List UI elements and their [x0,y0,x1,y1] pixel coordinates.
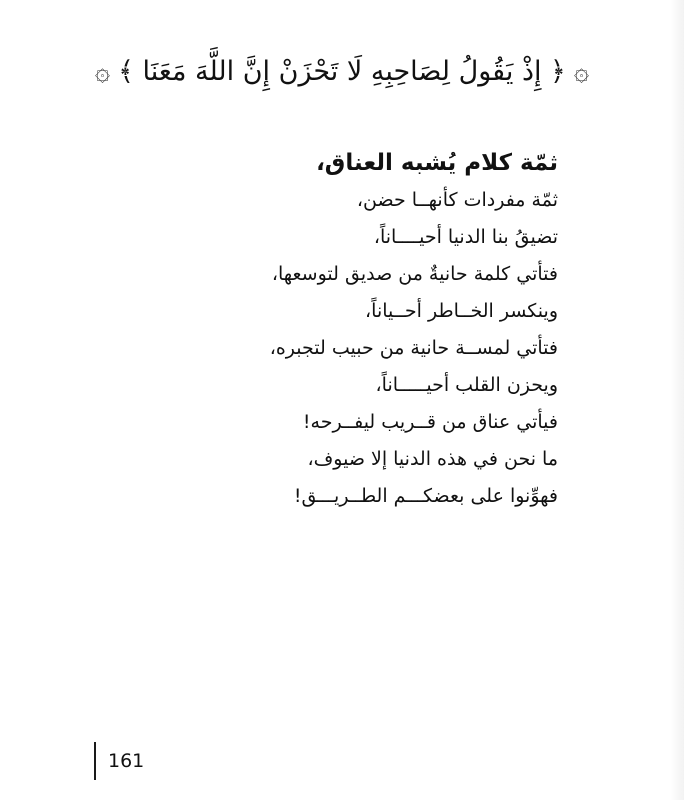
poem-title: ثمّة كلام يُشبه العناق، [316,150,558,176]
poem-line: فيأتي عناق من قــريب ليفــرحه! [302,411,558,433]
poem-line: فتأتي كلمة حانيةٌ من صديق لتوسعها، [271,263,558,285]
poem-line: ما نحن في هذه الدنيا إلا ضيوف، [307,448,558,470]
poem-line: فتأتي لمســة حانية من حبيب لتجبره، [269,337,558,359]
poem-line: تضيقُ بنا الدنيا أحيــــاناً، [373,226,558,248]
page-number: 161 [108,750,145,772]
poem-line: ثمّة مفردات كأنهــا حضن، [356,189,558,211]
page-edge-shadow [670,0,684,800]
page-footer [94,742,144,780]
verse-ornament-left: ۞ [94,57,111,88]
verse-ornament-right: ۞ [573,57,590,88]
footer-divider [94,742,96,780]
poem-line: ويحزن القلب أحيـــــاناً، [375,374,558,396]
poem-line: وينكسر الخــاطر أحــياناً، [365,300,558,322]
poem-line: فهوِّنوا على بعضكـــم الطــريـــق! [293,485,558,507]
poem-block [98,144,558,515]
quran-verse-banner [0,56,684,88]
quran-verse-text: ﴿ إِذْ يَقُولُ لِصَاحِبِهِ لَا تَحْزَنْ إِنَّ اللَّهَ مَعَنَا ﴾ [118,56,566,87]
